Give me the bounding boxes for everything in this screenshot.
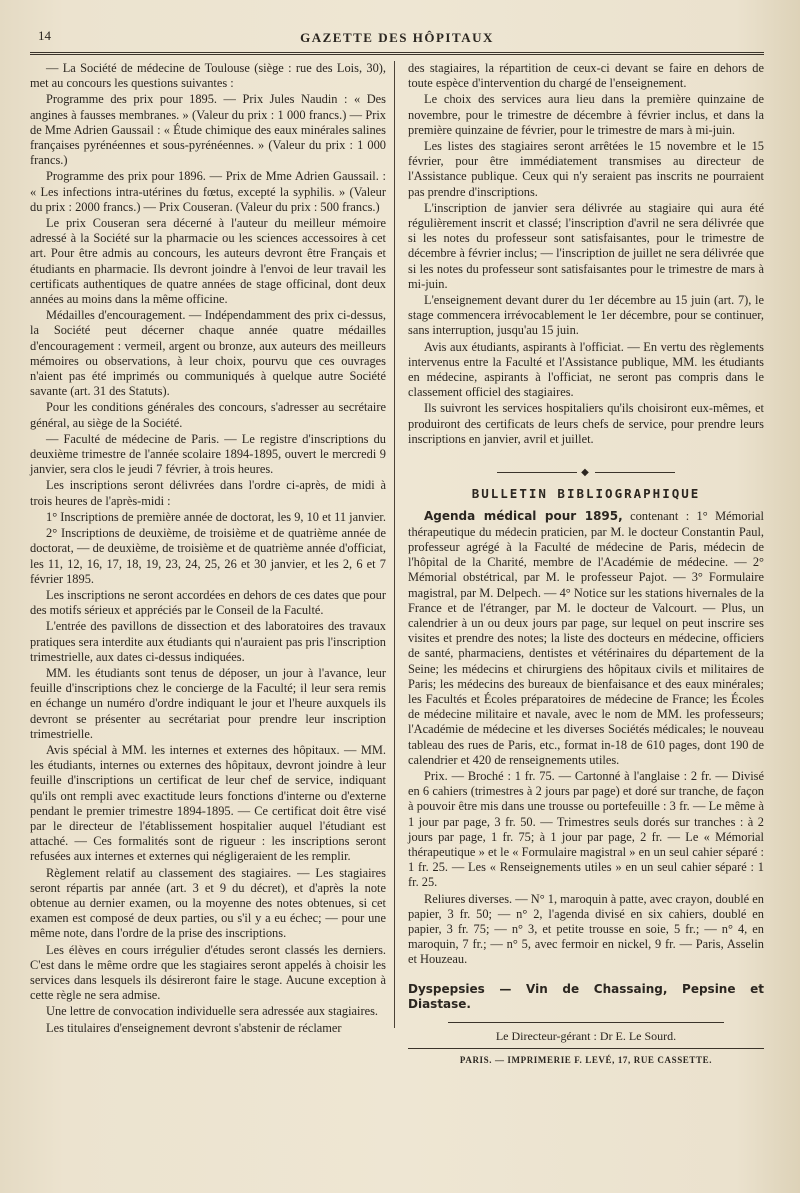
paragraph: L'enseignement devant durer du 1er décembre au 15 juin (art. 7), le stage commencera irrévocablement le 1er décembre, pour se continuer, sans interruption, jusqu'au 15 juin. xyxy=(408,293,764,338)
paragraph: des stagiaires, la répartition de ceux-ci devant se faire en dehors de toute espèce d'intervention du chargé de l'enseignement. xyxy=(408,61,764,91)
paragraph: Médailles d'encouragement. — Indépendamment des prix ci-dessus, la Société peut décerner chaque année quatre médailles d'encouragement : vermeil, argent ou bronze, aux auteurs des meilleurs mémoires ou observations, à leur choix, pourvu que ces ouvrages n'aient pas été imprimés ou communiqués à quelque autre Société savante (art. 31 des Statuts). xyxy=(30,308,386,399)
paragraph: Programme des prix pour 1895. — Prix Jules Naudin : « Des angines à fausses membranes. » (Valeur du prix : 1 000 francs.) — Prix de Mme Adrien Gaussail : « Étude chimique des eaux minérales salines françaises pyrénéennes et sous-pyrénéennes. » (Valeur du prix : 1 000 francs.) xyxy=(30,92,386,168)
paragraph: 1° Inscriptions de première année de doctorat, les 9, 10 et 11 janvier. xyxy=(46,509,386,524)
advertisement xyxy=(408,982,764,1012)
paragraph: Prix. — Broché : 1 fr. 75. — Cartonné à l'anglaise : 2 fr. — Divisé en 6 cahiers (trimestres à 2 jours par page) et doré sur tranche, de façon à pouvoir être mis dans une trousse ou portefeuille : 3 fr. — Le même à 1 jour par page, 3 fr. 50. — Trimestres seuls dorés sur tranches : à 2 jours par page, 1 fr. 75; à 1 jour par page, 2 fr. — Le « Mémorial thérapeutique » et le « Formulaire magistral » en un seul cahier séparé : 1 fr. 25. — Les « Renseignements utiles » en un seul cahier séparé : 1 fr. 25. xyxy=(408,768,764,890)
paragraph: Pour les conditions générales des concours, s'adresser au secrétaire général, au siège de la Société. xyxy=(30,400,386,430)
paragraph: Les inscriptions seront délivrées dans l'ordre ci-après, de midi à trois heures de l'après-midi : xyxy=(30,478,386,508)
paragraph: Programme des prix pour 1896. — Prix de Mme Adrien Gaussail. : « Les infections intra-utérines du fœtus, excepté la syphilis. » (Valeur du prix : 2000 francs.) — Prix Couseran. (Valeur du prix : 500 francs.) xyxy=(30,169,386,214)
paragraph: L'entrée des pavillons de dissection et des laboratoires des travaux pratiques sera interdite aux étudiants qui n'auraient pas pris l'inscription trimestrielle, aux dates ci-dessus indiquées. xyxy=(30,619,386,664)
signature-rule xyxy=(448,1022,724,1023)
paragraph: Les titulaires d'enseignement devront s'abstenir de réclamer xyxy=(46,1020,342,1035)
paragraph: Les élèves en cours irrégulier d'études seront classés les derniers. C'est dans le même ordre que les stagiaires seront appelés à choisir les services dans lesquels ils désireront faire le stage. Aucune exception à cette règle ne sera admise. xyxy=(30,942,386,1003)
columns xyxy=(30,61,764,1068)
page-header xyxy=(30,22,764,48)
paragraph: MM. les étudiants sont tenus de déposer, un jour à l'avance, leur feuille d'inscriptions chez le concierge de la Faculté; il leur sera remis en échange un numéro d'ordre indiquant le jour et l'heure auxquels ils devront se présenter au secrétariat pour prendre leur inscription trimestrielle. xyxy=(30,665,386,741)
paragraph: L'inscription de janvier sera délivrée au stagiaire qui aura été régulièrement inscrit et classé; l'inscription d'avril ne sera délivrée que si les notes du professeur sont satisfaisantes, pour le trimestre de décembre à février inclus; — l'inscription de juillet ne sera délivrée que si les notes du professeur sont satisfaisantes pour le trimestre de mars à mi-juin. xyxy=(408,200,764,291)
left-column xyxy=(30,61,394,1068)
section-heading: BULLETIN BIBLIOGRAPHIQUE xyxy=(471,486,701,502)
imprint: PARIS. — IMPRIMERIE F. LEVÉ, 17, RUE CASSETTE. xyxy=(459,1055,713,1066)
paragraph: Ils suivront les services hospitaliers qu'ils choisiront eux-mêmes, et produiront des certificats de leurs chefs de service, pour prendre leurs inscriptions en janvier, avril et juillet. xyxy=(408,401,764,446)
header-rule xyxy=(30,52,764,57)
journal-title: GAZETTE DES HÔPITAUX xyxy=(300,30,494,45)
paragraph: Une lettre de convocation individuelle sera adressée aux stagiaires. xyxy=(46,1004,379,1019)
paragraph: Règlement relatif au classement des stagiaires. — Les stagiaires seront répartis par année (art. 3 et 9 du décret), et d'après la note obtenue au dernier examen, ou la moyenne des notes obtenues, si cet examen est composé de deux parties, ou s'il y a eu échec; — pour une même note, dans l'ordre de la prise des inscriptions. xyxy=(30,865,386,941)
paragraph: Le prix Couseran sera décerné à l'auteur du meilleur mémoire adressé à la Société sur la pharmacie ou les sciences accessoires à cet art. Pour être admis au concours, les auteurs devront être Français et étudiants en pharmacie. Ils devront joindre à l'envoi de leur travail les certificats authentiques de quatre années de stage officinal, dont deux années au moins dans la même officine. xyxy=(30,216,386,307)
paragraph: 2° Inscriptions de deuxième, de troisième et de quatrième année de doctorat, — de deuxième, de troisième et de quatrième année d'officiat, les 11, 12, 16, 17, 18, 19, 23, 24, 25, 26 et 30 janvier, et les 2, 6 et 7 février 1895. xyxy=(30,526,386,586)
paragraph: Avis spécial à MM. les internes et externes des hôpitaux. — MM. les étudiants, internes ou externes des hôpitaux, devront joindre à leur feuille d'inscriptions un certificat de leur chef de service, indiquant qu'ils ont rempli avec exactitude leurs fonctions d'interne ou d'externe pendant le premier trimestre 1894-1895. — Ce certificat doit être visé par le directeur de l'établissement hospitalier auquel l'étudiant est attaché. — Ces formalités sont de rigueur : les inscriptions seront refusées aux internes et externes qui négligeraient de les remplir. xyxy=(30,742,386,864)
right-column xyxy=(402,61,764,1068)
dyspepsies-notice: Dyspepsies — Vin de Chassaing, Pepsine et Diastase. xyxy=(408,981,764,1011)
signature: Le Directeur-gérant : Dr E. Le Sourd. xyxy=(495,1028,677,1043)
agenda-body: contenant : 1° Mémorial thérapeutique du médecin praticien, par M. le docteur Constantin Paul, professeur agrégé à la Faculté de médecine de Paris, médecin de l'hôpital de la Charité, membre de l'Académie de médecine. — 2° Mémorial obstétrical, par M. le professeur Pajot. — 3° Formulaire magistral, par M. Delpech. — 4° Notice sur les stations hivernales de la France et de l'étranger, par M. le docteur de Valcourt. — Plus, un calendrier à un ou deux jours par page, sur lequel on peut inscrire ses visites et prendre des notes; la liste des docteurs en médecine, officiers de santé, pharmaciens, dentistes et vétérinaires du département de la Seine; les médecins et chirurgiens des hôpitaux civils et militaires de Paris; les médecins des bureaux de bienfaisance et des eaux minérales; les Facultés et Écoles préparatoires de médecine de France; les Écoles de médecine militaire et navale, avec le nom de MM. les professeurs; l'Académie de médecine et les diverses Sociétés médicales; le nouveau tableau des rues de Paris, etc., format in-18 de 610 pages, dont 190 de calendrier et 420 de renseignements utiles. xyxy=(408,509,764,767)
paragraph: Reliures diverses. — N° 1, maroquin à patte, avec crayon, doublé en papier, 3 fr. 50; — n° 2, l'agenda divisé en six cahiers, doublé en papier, 3 fr. 75; — n° 3, et petite trousse en soie, 5 fr.; — n° 4, en maroquin, 7 fr.; — n° 5, avec fermoir en nickel, 9 fr. — Paris, Asselin et Houzeau. xyxy=(408,891,764,967)
page-number: 14 xyxy=(38,28,51,43)
agenda-title: Agenda médical pour 1895, xyxy=(424,509,623,524)
agenda-entry xyxy=(408,509,764,767)
column-divider xyxy=(394,61,395,1028)
paragraph: — La Société de médecine de Toulouse (siège : rue des Lois, 30), met au concours les questions suivantes : xyxy=(30,61,386,91)
paragraph: — Faculté de médecine de Paris. — Le registre d'inscriptions du deuxième trimestre de l'année scolaire 1894-1895, ouvert le mercredi 9 janvier, sera clos le jeudi 7 février, à trois heures. xyxy=(30,431,386,477)
paragraph: Les listes des stagiaires seront arrêtées le 15 novembre et le 15 février, pour être immédiatement transmises au directeur de l'Assistance publique. Ceux qui n'y seraient pas inscrits ne pourraient pas prendre d'inscriptions. xyxy=(408,139,764,199)
section-ornament: ◆ xyxy=(408,465,764,480)
imprint-rule xyxy=(408,1048,764,1049)
paragraph: Le choix des services aura lieu dans la première quinzaine de novembre, pour le trimestre de décembre à février inclus, et dans la première quinzaine de février, pour le trimestre de mars à mi-juin. xyxy=(408,92,764,137)
paragraph: Avis aux étudiants, aspirants à l'officiat. — En vertu des règlements intervenus entre la Faculté et l'Assistance publique, MM. les étudiants en médecine, aspirants à l'officiat, ne seront pas compris dans le classement officiel des stagiaires. xyxy=(408,339,764,400)
paragraph: Les inscriptions ne seront accordées en dehors de ces dates que pour des motifs sérieux et appréciés par le Conseil de la Faculté. xyxy=(30,587,386,618)
